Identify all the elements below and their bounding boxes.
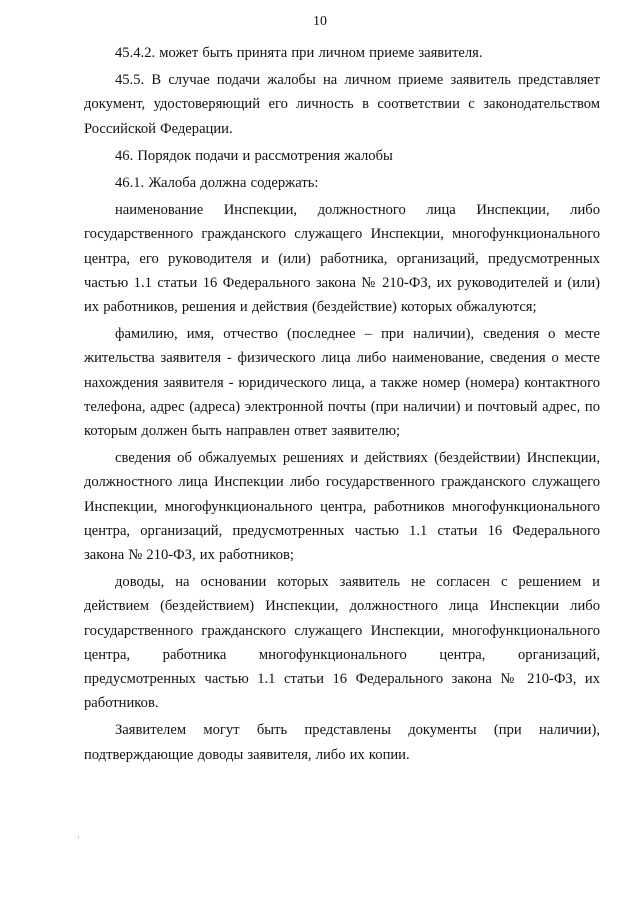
paragraph-46-1: 46.1. Жалоба должна содержать: [115,175,319,192]
list-item-name-of-inspection: наименование Инспекции, должностного лица Инспекции, либо государственного гражданского служащего Инспекции, многофункционального центра, его руководителя и (или) работника, организаций, предусмотренных частью 1.1 статьи 16 Федерального закона № 210-ФЗ, их руководителей и (или) их работников, решения и действия (бездействие) которых обжалуются; [84,202,600,316]
page-number: 10 [313,14,327,29]
paragraph-45-4-2: 45.4.2. может быть принята при личном приеме заявителя. [115,45,483,61]
document-body [84,41,600,767]
paragraph-supporting-documents: Заявителем могут быть представлены документы (при наличии), подтверждающие доводы заявителя, либо их копии. [84,722,600,763]
list-item-arguments: доводы, на основании которых заявитель не согласен с решением и действием (бездействием) Инспекции, должностного лица Инспекции либо государственного гражданского служащего Инспекции, многофункционального центра, работника многофункционального центра, организаций, предусмотренных частью 1.1 статьи 16 Федерального закона № 210-ФЗ, их работников. [84,574,600,712]
list-item-applicant-details: фамилию, имя, отчество (последнее – при наличии), сведения о месте жительства заявителя - физического лица либо наименование, сведения о месте нахождения заявителя - юридического лица, а также номер (номера) контактного телефона, адрес (адреса) электронной почты (при наличии) и почтовый адрес, по которым должен быть направлен ответ заявителю; [84,326,600,440]
scan-artifact [78,836,79,839]
list-item-appealed-decisions: сведения об обжалуемых решениях и действиях (бездействии) Инспекции, должностного лица Инспекции либо государственного гражданского служащего Инспекции, многофункционального центра, работников многофункционального центра, организаций, предусмотренных частью 1.1 статьи 16 Федерального закона № 210-ФЗ, их работников; [84,450,600,564]
paragraph-45-5: 45.5. В случае подачи жалобы на личном приеме заявитель представляет документ, удостоверяющий его личность в соответствии с законодательством Российской Федерации. [84,72,600,137]
section-heading-46: 46. Порядок подачи и рассмотрения жалобы [115,147,393,164]
